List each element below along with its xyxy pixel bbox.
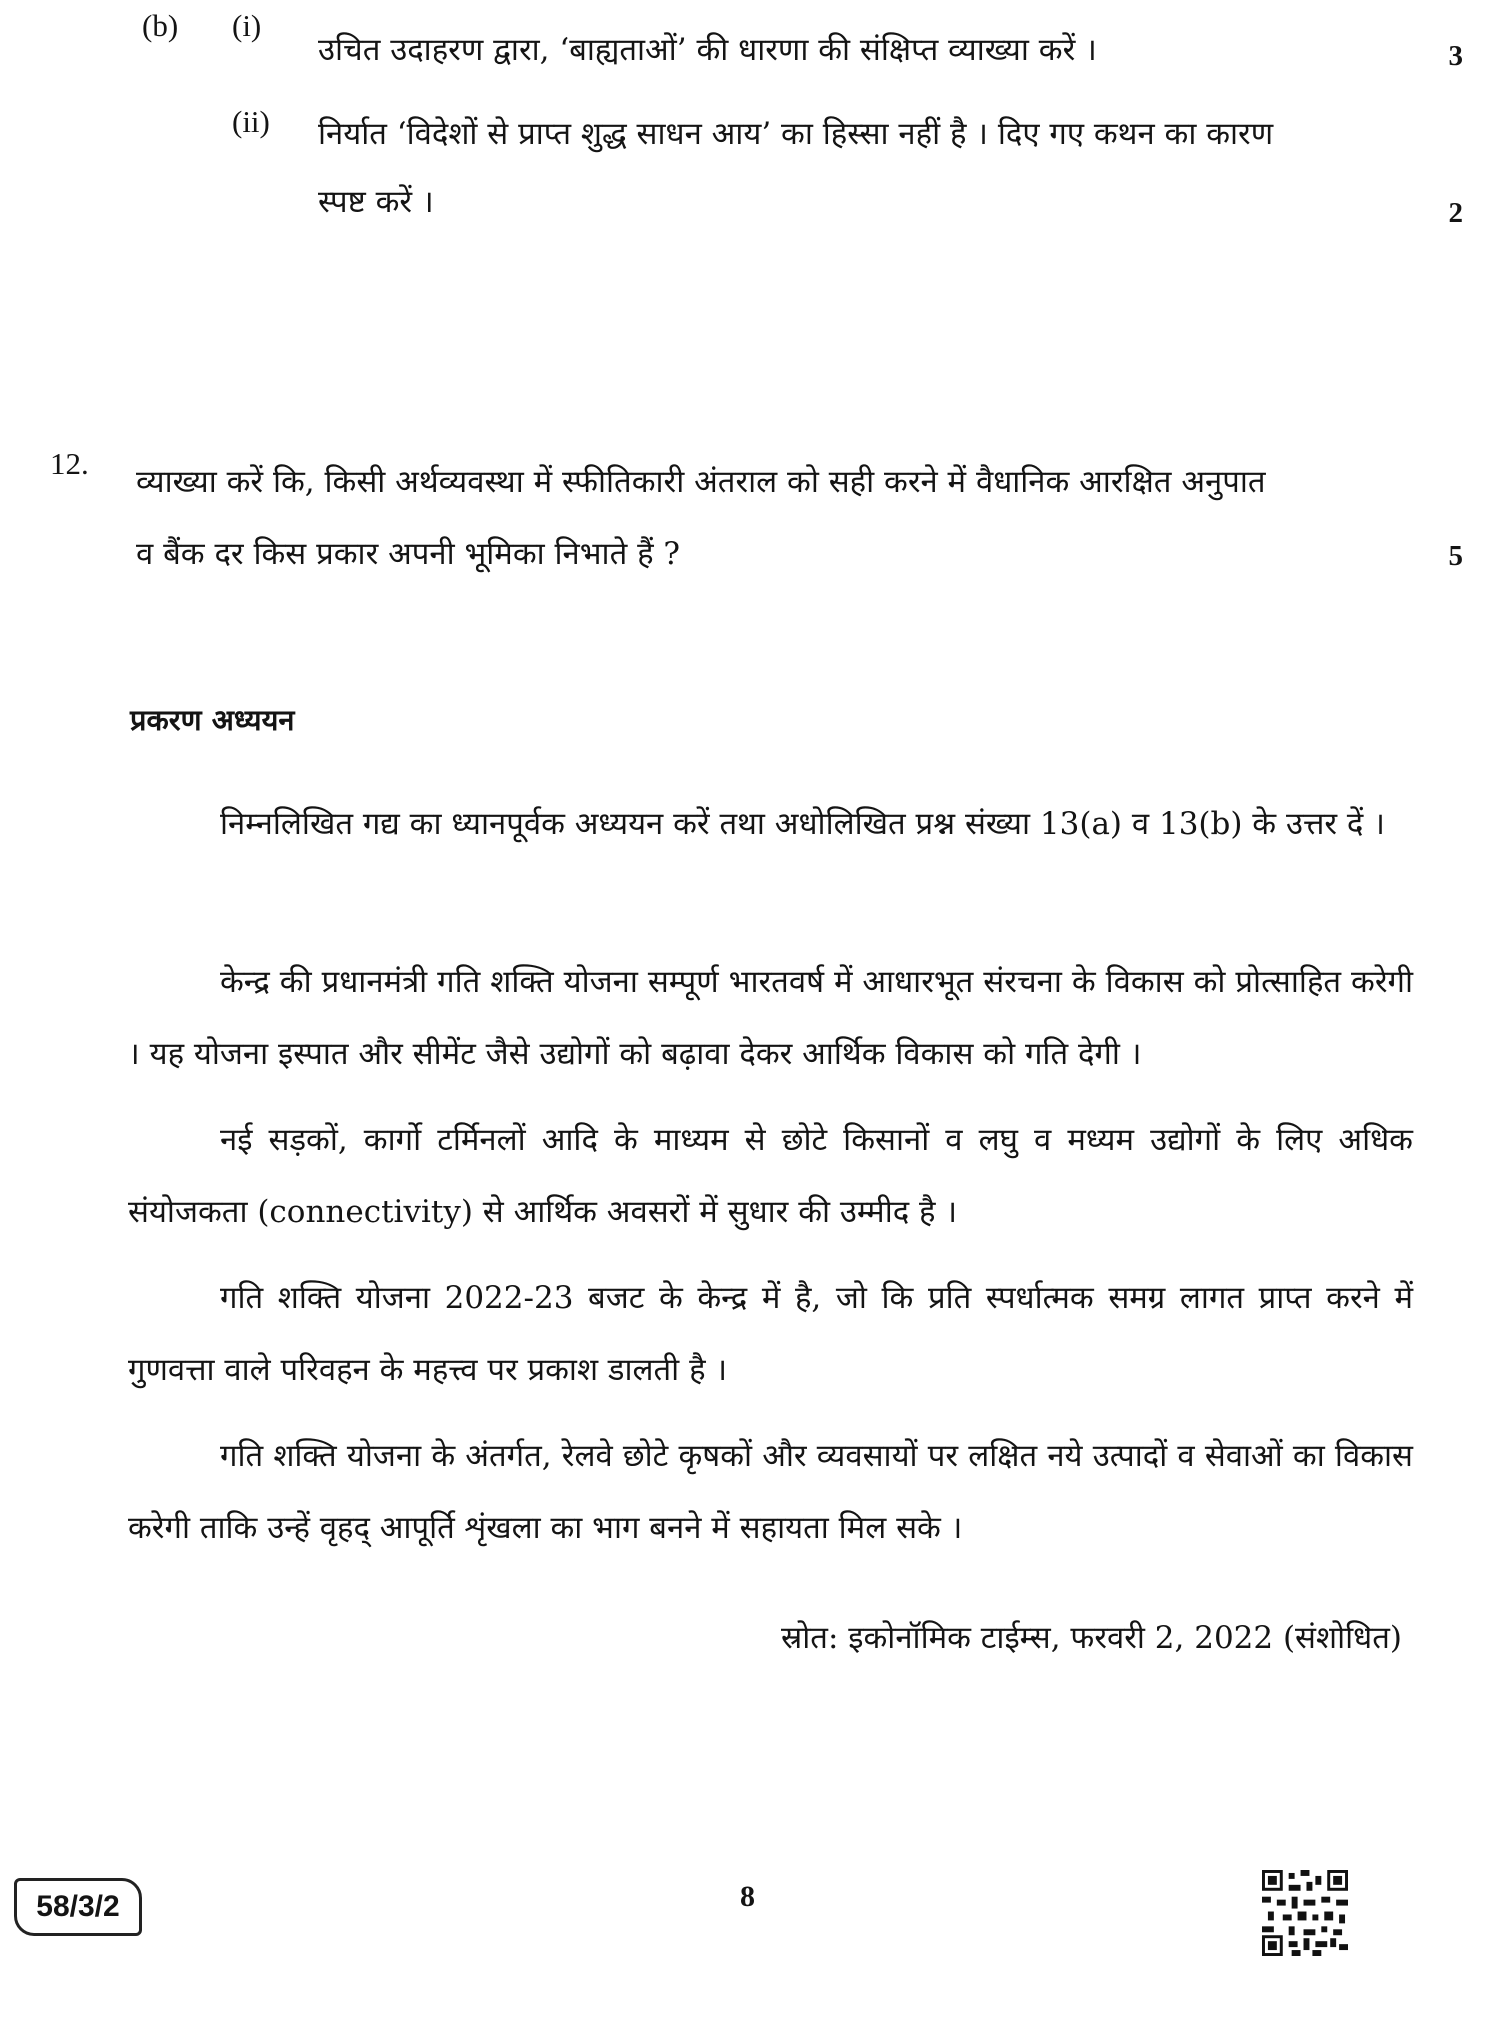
- q11b-ii-marks: 2: [1448, 197, 1463, 229]
- case-study-paragraph-2: नई सड़कों, कार्गो टर्मिनलों आदि के माध्यम से छोटे किसानों व लघु व मध्यम उद्योगों के लिए अधिक संयोजकता (connectivity) से आर्थिक अवसरों में सुधार की उम्मीद है ।: [128, 1122, 1413, 1230]
- q11b-i-text: उचित उदाहरण द्वारा, ‘बाह्यताओं’ की धारणा की संक्षिप्त व्याख्या करें ।: [318, 32, 1097, 68]
- case-study-source: स्रोत: इकोनॉमिक टाईम्स, फरवरी 2, 2022 (संशोधित): [781, 1620, 1402, 1656]
- q12-line1: व्याख्या करें कि, किसी अर्थव्यवस्था में स्फीतिकारी अंतराल को सही करने में वैधानिक आरक्षित अनुपात: [136, 464, 1266, 500]
- q11b-label: (b): [142, 8, 179, 43]
- case-study-paragraph-3: गति शक्ति योजना 2022-23 बजट के केन्द्र में है, जो कि प्रति स्पर्धात्मक समग्र लागत प्राप्त करने में गुणवत्ता वाले परिवहन के महत्त्व पर प्रकाश डालती है ।: [128, 1280, 1413, 1388]
- case-study-paragraph-4: गति शक्ति योजना के अंतर्गत, रेलवे छोटे कृषकों और व्यवसायों पर लक्षित नये उत्पादों व सेवाओं का विकास करेगी ताकि उन्हें वृहद् आपूर्ति शृंखला का भाग बनने में सहायता मिल सके ।: [128, 1438, 1413, 1546]
- q12-number: 12.: [50, 446, 89, 481]
- q11b-i-label: (i): [232, 8, 262, 43]
- qr-code-icon: [1262, 1870, 1348, 1956]
- paper-code-badge: 58/3/2: [14, 1878, 142, 1936]
- q11b-ii-line2: स्पष्ट करें ।: [318, 184, 434, 220]
- q12-marks: 5: [1448, 540, 1463, 572]
- case-study-heading: प्रकरण अध्ययन: [130, 703, 295, 737]
- q12-line2: व बैंक दर किस प्रकार अपनी भूमिका निभाते हैं ?: [136, 536, 681, 572]
- q11b-i-marks: 3: [1448, 40, 1463, 72]
- case-study-instruction: निम्नलिखित गद्य का ध्यानपूर्वक अध्ययन करें तथा अधोलिखित प्रश्न संख्या 13(a) व 13(b) के उत्तर दें ।: [220, 806, 1385, 842]
- q11b-ii-line1: निर्यात ‘विदेशों से प्राप्त शुद्ध साधन आय’ का हिस्सा नहीं है । दिए गए कथन का कारण: [318, 116, 1274, 152]
- page-number: 8: [740, 1880, 755, 1913]
- q11b-ii-label: (ii): [232, 104, 270, 139]
- case-study-paragraph-1: केन्द्र की प्रधानमंत्री गति शक्ति योजना सम्पूर्ण भारतवर्ष में आधारभूत संरचना के विकास को प्रोत्साहित करेगी । यह योजना इस्पात और सीमेंट जैसे उद्योगों को बढ़ावा देकर आर्थिक विकास को गति देगी ।: [128, 964, 1413, 1072]
